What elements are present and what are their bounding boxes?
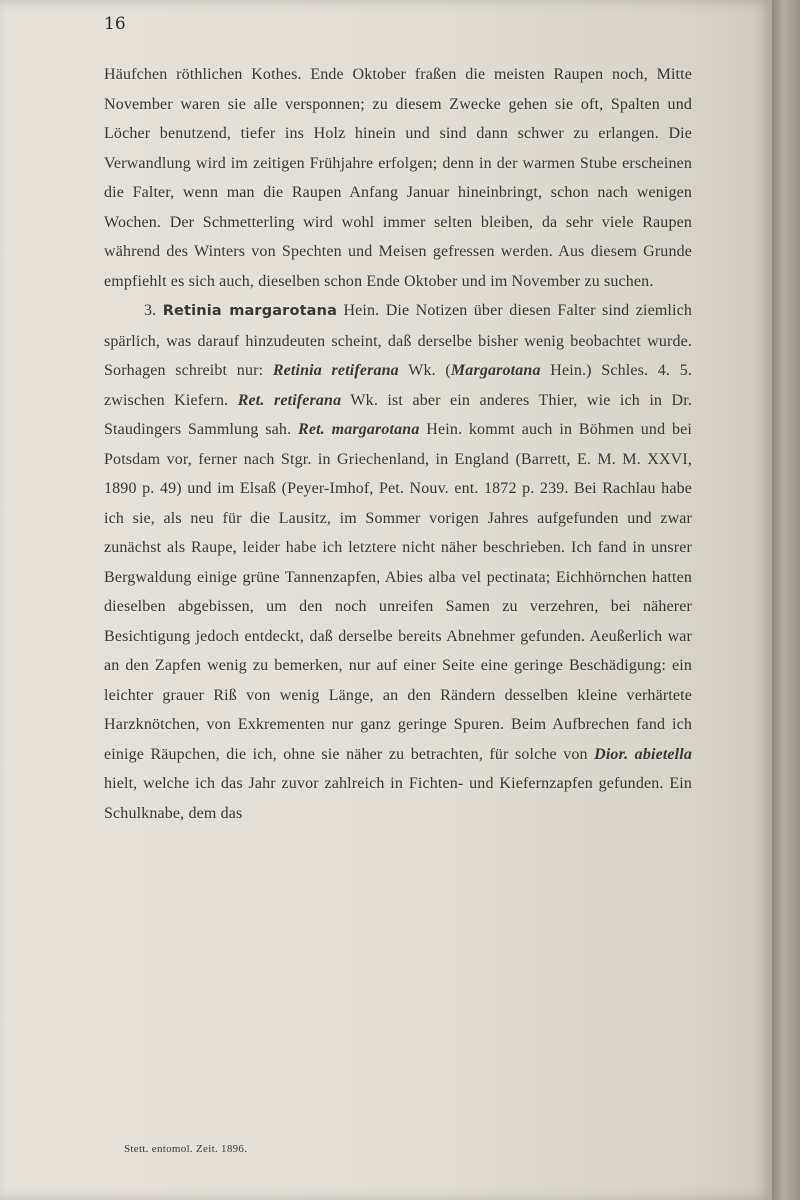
paragraph-1: Häufchen röthlichen Kothes. Ende Oktober fraßen die meisten Raupen noch, Mitte November waren sie alle versponnen; zu diesem Zwecke gehen sie oft, Spalten und Löcher benutzend, tiefer ins Holz hinein und sind dann schwer zu erlangen. Die Verwandlung wird im zeitigen Frühjahre erfolgen; denn in der warmen Stube erscheinen die Falter, wenn man die Raupen Anfang Januar hineinbringt, schon nach wenigen Wochen. Der Schmetterling wird wohl immer selten bleiben, da sehr viele Raupen während des Winters von Spechten und Meisen gefressen werden. Aus diesem Grunde empfiehlt es sich auch, dieselben schon Ende Oktober und im November zu suchen. [104, 66, 692, 290]
text-run-b: Wk. ( [408, 362, 451, 379]
text-run-a: Hein. Die Notizen über diesen Falter sind ziemlich spärlich, was darauf hinzudeuten scheint, daß derselbe bisher wenig beobachtet wurde. Sorhagen schreibt nur: [104, 302, 693, 379]
text-run-f: hielt, welche ich das Jahr zuvor zahlreich in Fichten- und Kiefernzapfen gefunden. Ein Schulknabe, dem das [104, 775, 692, 822]
paragraph-2 [104, 296, 692, 828]
page-footer: Stett. entomol. Zeit. 1896. [124, 1143, 248, 1155]
species-name: Retinia margarotana [162, 303, 338, 319]
text-run-c: Hein.) Schles. 4. 5. zwischen Kiefern. [104, 362, 693, 409]
section-number: 3. [144, 302, 157, 319]
next-page-edge [772, 0, 800, 1200]
taxon-italic-5: Dior. abietella [594, 745, 693, 763]
page-number: 16 [104, 14, 126, 34]
taxon-italic-4: Ret. margarotana [298, 421, 420, 438]
taxon-italic-2: Margarotana [450, 362, 541, 379]
taxon-italic-3: Ret. retiferana [237, 391, 342, 409]
text-run-e: Hein. kommt auch in Böhmen und bei Potsdam vor, ferner nach Stgr. in Griechenland, in England (Barrett, E. M. M. XXVI, 1890 p. 49) und im Elsaß (Peyer-Imhof, Pet. Nouv. ent. 1872 p. 239. Bei Rachlau habe ich sie, als neu für die Lausitz, im Sommer vorigen Jahres aufgefunden und zwar zunächst als Raupe, leider habe ich letztere nicht näher beschrieben. Ich fand in unsrer Bergwaldung einige grüne Tannenzapfen, Abies alba vel pectinata; Eichhörnchen hatten dieselben abgebissen, um den noch unreifen Samen zu verzehren, bei näherer Besichtigung jedoch entdeckt, daß derselbe bereits Abnehmer gefunden. Aeußerlich war an den Zapfen wenig zu bemerken, nur auf einer Seite eine geringe Beschädigung: ein leichter grauer Riß von wenig Länge, an den Rändern desselben kleine verhärtete Harzknötchen, von Exkrementen nur ganz geringe Spuren. Beim Aufbrechen fand ich einige Räupchen, die ich, ohne sie näher zu betrachten, für solche von [104, 421, 692, 763]
text-run-d: Wk. ist aber ein anderes Thier, wie ich in Dr. Staudingers Sammlung sah. [104, 391, 692, 438]
taxon-italic-1: Retinia retiferana [272, 362, 399, 379]
body-text [104, 60, 692, 828]
